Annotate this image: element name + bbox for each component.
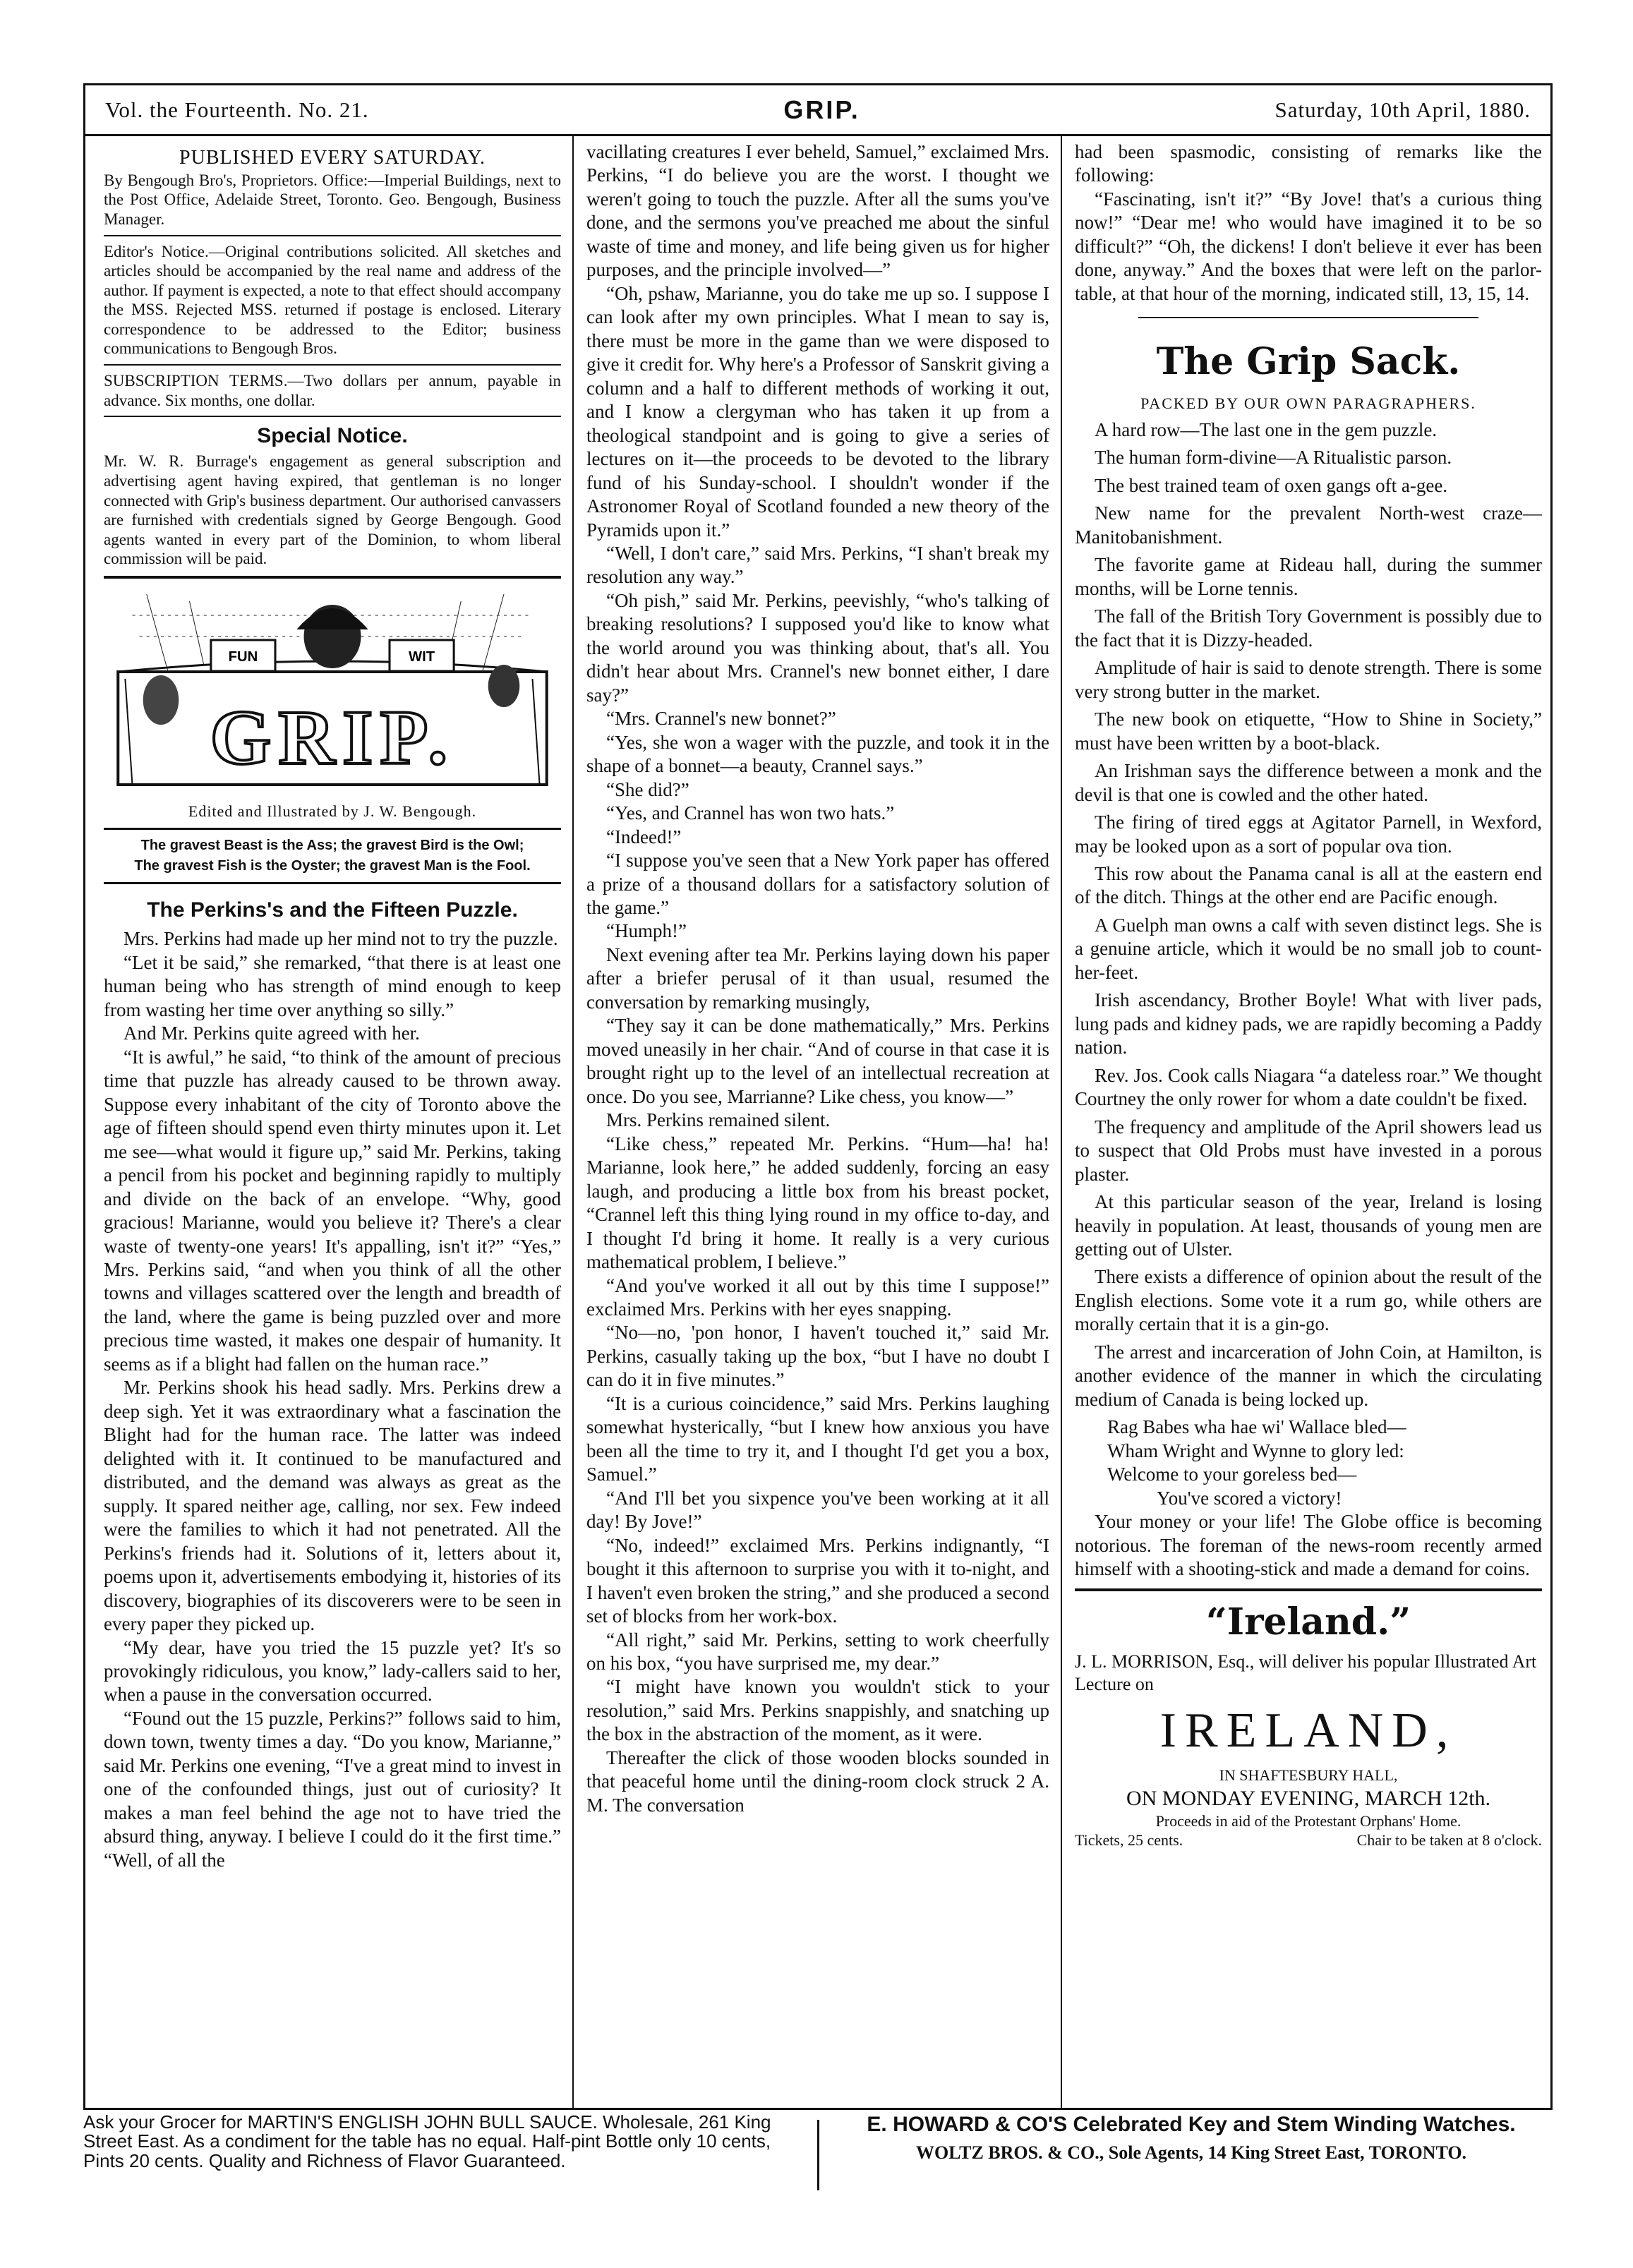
volume-number: Vol. the Fourteenth. No. 21. bbox=[105, 97, 369, 122]
grip-masthead-illustration bbox=[104, 587, 561, 799]
column-2 bbox=[572, 136, 1061, 2108]
verse-line: You've scored a victory! bbox=[1157, 1487, 1342, 1509]
grip-sack-title: The Grip Sack. bbox=[1156, 340, 1461, 384]
motto-line: The gravest Fish is the Oyster; the gravest Man is the Fool. bbox=[134, 858, 531, 874]
watch-ad-agents: WOLTZ BROS. & CO., Sole Agents, 14 King Street East, TORONTO. bbox=[915, 2142, 1467, 2163]
ad-proceeds: Proceeds in aid of the Protestant Orphans' Home. bbox=[1155, 1811, 1462, 1830]
paragraph-item: The firing of tired eggs at Agitator Parnell, in Wexford, may be looked upon as a sort of popular ova tion. bbox=[1075, 812, 1542, 857]
story-paragraph: Mrs. Perkins had made up her mind not to try the puzzle. bbox=[123, 928, 558, 950]
paragraph-item: Rev. Jos. Cook calls Niagara “a dateless roar.” We thought Courtney the only rower for whom a date couldn't be fixed. bbox=[1075, 1064, 1542, 1110]
divider bbox=[1075, 1588, 1542, 1591]
paragraph-item: There exists a difference of opinion about the result of the English elections. Some vote it a rum go, while others are morally certain that it is a gin-go. bbox=[1075, 1266, 1542, 1335]
divider bbox=[1138, 317, 1478, 318]
paragraph-item: The frequency and amplitude of the April showers lead us to suspect that Old Probs must have invested in a porous plaster. bbox=[1075, 1116, 1542, 1185]
watch-ad-headline: E. HOWARD & CO'S Celebrated Key and Stem Winding Watches. bbox=[867, 2113, 1516, 2136]
ad-intro: J. L. MORRISON, Esq., will deliver his popular Illustrated Art Lecture on bbox=[1075, 1651, 1537, 1695]
verse-line: Rag Babes wha hae wi' Wallace bled— bbox=[1107, 1416, 1406, 1438]
story-paragraph: Next evening after tea Mr. Perkins laying down his paper after a briefer perusal of it than usual, resumed the conversation by remarking musingly, bbox=[586, 943, 1049, 1013]
paragraph-item: At this particular season of the year, Ireland is losing heavily in population. At least, thousands of young men are getting out of Ulster. bbox=[1075, 1191, 1542, 1260]
watch-ad bbox=[831, 2113, 1551, 2164]
story-paragraph: “They say it can be done mathematically,” Mrs. Perkins moved uneasily in her chair. “And of course in that case it is brought right up to the level of an intellectual recreation at once. Do you see, Marrianne? Like chess, you know—” bbox=[586, 1015, 1049, 1107]
ad-bottom-row bbox=[1075, 1830, 1542, 1850]
paragraph-item: A hard row—The last one in the gem puzzle. bbox=[1095, 419, 1438, 441]
paragraph-item: Amplitude of hair is said to denote strength. There is some very strong butter in the market. bbox=[1075, 657, 1542, 702]
editor-credit: Edited and Illustrated by J. W. Bengough. bbox=[188, 802, 477, 820]
paragraph-item: New name for the prevalent North-west craze—Manitobanishment. bbox=[1075, 502, 1542, 548]
verse-line: Wham Wright and Wynne to glory led: bbox=[1107, 1440, 1404, 1461]
story-paragraph: “It is a curious coincidence,” said Mrs. Perkins laughing somewhat hysterically, “but I knew how anxious you have been all the time to try it, and I thought I'd get you a box, Samuel.” bbox=[586, 1392, 1049, 1485]
story-paragraph: vacillating creatures I ever beheld, Samuel,” exclaimed Mrs. Perkins, “I do believe you are the worst. I thought we weren't going to touch the puzzle. After all the sums you've done, and the sermons you've preached me about the sinful waste of time and money, and life being given us for higher purposes, and the principle involved—” bbox=[586, 141, 1049, 281]
footer-ads bbox=[83, 2113, 1553, 2197]
verse bbox=[1075, 1416, 1542, 1510]
illustration-svg bbox=[104, 587, 561, 799]
special-notice-text: Mr. W. R. Burrage's engagement as general subscription and advertising agent having expired, that gentleman is no longer connected with Grip's business department. Our authorised canvassers are furnished with credentials signed by George Bengough. Good agents wanted in every part of the Dominion, to whom liberal commission will be paid. bbox=[104, 452, 561, 568]
story-paragraph: “She did?” bbox=[606, 778, 689, 800]
paragraph-item: The arrest and incarceration of John Coin, at Hamilton, is another evidence of the manner in which the circulating medium of Canada is being locked up. bbox=[1075, 1341, 1542, 1410]
wit-sign: WIT bbox=[409, 649, 435, 665]
story-paragraph: Mrs. Perkins remained silent. bbox=[606, 1109, 831, 1131]
story-paragraph: “Yes, and Crannel has won two hats.” bbox=[606, 802, 895, 824]
ad-tickets: Tickets, 25 cents. bbox=[1075, 1831, 1183, 1850]
story-paragraph: “Oh pish,” said Mr. Perkins, peevishly, “who's talking of breaking resolutions? I supposed you'd like to know what the world around you was thinking about, that's all. You didn't hear about Mrs. Crannel's new bonnet either, I dare say?” bbox=[586, 589, 1049, 706]
editors-notice: Editor's Notice.—Original contributions solicited. All sketches and articles should be accompanied by the real name and address of the author. If payment is expected, a note to that effect should accompany the MSS. Rejected MSS. returned if postage is enclosed. Literary correspondence to be addressed to the Editor; business communications to Bengough Bros. bbox=[104, 242, 561, 358]
story-paragraph: “Fascinating, isn't it?” “By Jove! that's a curious thing now!” “Dear me! who would have imagined it to be so difficult?” “Oh, the dickens! I don't believe it ever has been done, anyway.” And the boxes that were left on the parlor-table, at that hour of the morning, indicated still, 13, 15, 14. bbox=[1075, 188, 1542, 304]
story-paragraph: “No, indeed!” exclaimed Mrs. Perkins indignantly, “I bought it this afternoon to surprise you with it to-night, and I haven't even broken the string,” and she produced a second set of blocks from her work-box. bbox=[586, 1534, 1049, 1627]
ireland-lecture-ad bbox=[1075, 1600, 1542, 1850]
story-paragraph: “Humph!” bbox=[606, 920, 687, 942]
special-notice-title: Special Notice. bbox=[257, 424, 408, 448]
story-paragraph: Mr. Perkins shook his head sadly. Mrs. Perkins drew a deep sigh. Yet it was extraordinary what a fascination the Blight had for the human race. The latter was indeed delighted with it. It continued to be manufactured and distributed, and the demand was always as great as the supply. It spared neither age, calling, nor sex. Few indeed were the families to which it had not penetrated. All the Perkins's friends had it. Solutions of it, letters about it, poems upon it, advertisements embodying it, histories of its discovery, biographies of its discoverers were to be seen in every paper they picked up. bbox=[104, 1377, 561, 1635]
story-paragraph: “Mrs. Crannel's new bonnet?” bbox=[606, 708, 836, 730]
divider bbox=[104, 235, 561, 236]
divider bbox=[104, 364, 561, 366]
story-paragraph: “And I'll bet you sixpence you've been working at it all day! By Jove!” bbox=[586, 1487, 1049, 1533]
story-paragraph: “Like chess,” repeated Mr. Perkins. “Hum—ha! ha! Marianne, look here,” he added suddenly, forcing an easy laugh, and producing a little box from his breast pocket, “Crannel left this thing lying round in my office to-day, and I thought I'd bring it home. It really is a very curious mathematical problem, I believe.” bbox=[586, 1133, 1049, 1273]
story-title: The Perkins's and the Fifteen Puzzle. bbox=[147, 898, 518, 922]
divider bbox=[104, 416, 561, 417]
motto-line: The gravest Beast is the Ass; the gravest Bird is the Owl; bbox=[140, 838, 524, 854]
ad-venue: IN SHAFTESBURY HALL, bbox=[1219, 1766, 1398, 1785]
story-paragraph: “I might have known you wouldn't stick to your resolution,” said Mrs. Perkins snappishly, and snatching up the box in the abstraction of the moment, as it were. bbox=[586, 1676, 1049, 1745]
paragraph-item: The favorite game at Rideau hall, during the summer months, will be Lorne tennis. bbox=[1075, 554, 1542, 599]
paragraph-item: The new book on etiquette, “How to Shine in Society,” must have been written by a boot-black. bbox=[1075, 708, 1542, 754]
ad-chair: Chair to be taken at 8 o'clock. bbox=[1356, 1831, 1542, 1850]
sauce-ad: Ask your Grocer for MARTIN'S ENGLISH JOHN BULL SAUCE. Wholesale, 261 King Street East. As a condiment for the table has no equal. Half-pint Bottle only 10 cents, Pints 20 cents. Quality and Richness of Flavor Guaranteed. bbox=[83, 2111, 771, 2171]
story-paragraph: “Well, I don't care,” said Mrs. Perkins, “I shan't break my resolution any way.” bbox=[586, 542, 1049, 588]
story-paragraph: “Oh, pshaw, Marianne, you do take me up so. I suppose I can look after my own principles. What I mean to say is, there must be more in the game than we were disposed to give it credit for. Why here's a Professor of Sanskrit giving a column and a half to different methods of working it out, and I know a clergyman who has taken it up from a theological standpoint and is going to give a series of lectures on it—the proceeds to be devoted to the library fund of his Sunday-school. I shouldn't wonder if the Astronomer Royal of Scotland founded a new theory of the Pyramids upon it.” bbox=[586, 282, 1049, 541]
paragraph-item: Your money or your life! The Globe office is becoming notorious. The foreman of the news-room recently armed himself with a shooting-stick and made a demand for coins. bbox=[1075, 1511, 1542, 1580]
proprietors-info: By Bengough Bro's, Proprietors. Office:—Imperial Buildings, next to the Post Office, Adelaide Street, Toronto. Geo. Bengough, Business Manager. bbox=[104, 171, 561, 228]
story-paragraph: Thereafter the click of those wooden blocks sounded in that peaceful home until the dining-room clock struck 2 A. M. The conversation bbox=[586, 1747, 1049, 1816]
subscription-terms: SUBSCRIPTION TERMS.—Two dollars per annum, payable in advance. Six months, one dollar. bbox=[104, 372, 561, 409]
masthead bbox=[85, 85, 1550, 136]
column-3 bbox=[1061, 136, 1555, 2108]
verse-line: Welcome to your goreless bed— bbox=[1107, 1464, 1357, 1485]
story-paragraph: “And you've worked it all out by this time I suppose!” exclaimed Mrs. Perkins with her eyes snapping. bbox=[586, 1274, 1049, 1320]
divider bbox=[104, 576, 561, 579]
fun-sign: FUN bbox=[228, 649, 258, 665]
story-paragraph: “Found out the 15 puzzle, Perkins?” follows said to him, down town, twenty times a day. “Do you know, Marianne,” said Mr. Perkins one evening, “I've a great mind to invest in one of the confounded things, just out of curiosity? It makes a man feel behind the age not to have tried the absurd thing, anyway. I believe I could do it the first time.” “Well, of all the bbox=[104, 1707, 561, 1871]
paragraph-item: This row about the Panama canal is all at the eastern end of the ditch. Things at the other end are Pacific enough. bbox=[1075, 862, 1542, 908]
published-heading: PUBLISHED EVERY SATURDAY. bbox=[179, 147, 486, 169]
paragraph-item: Irish ascendancy, Brother Boyle! What with liver pads, lung pads and kidney pads, we are rapidly becoming a Paddy nation. bbox=[1075, 989, 1542, 1058]
newspaper-page bbox=[83, 83, 1553, 2110]
story-paragraph: “My dear, have you tried the 15 puzzle yet? It's so provokingly ridiculous, you know,” lady-callers said to her, when a pause in the conversation occurred. bbox=[104, 1636, 561, 1706]
paragraph-item: The best trained team of oxen gangs oft a-gee. bbox=[1095, 474, 1448, 496]
story-paragraph: “Yes, she won a wager with the puzzle, and took it in the shape of a bonnet—a beauty, Crannel says.” bbox=[586, 731, 1049, 777]
grip-title-art: GRIP. bbox=[210, 694, 455, 780]
ad-headline: IRELAND, bbox=[1159, 1703, 1457, 1758]
paper-title: GRIP. bbox=[783, 95, 860, 124]
story-paragraph: had been spasmodic, consisting of remarks like the following: bbox=[1075, 141, 1542, 186]
paragraph-item: The human form-divine—A Ritualistic parson. bbox=[1095, 447, 1452, 469]
story-paragraph: “Let it be said,” she remarked, “that there is at least one human being who has strength of mind enough to keep from wasting her time over anything so silly.” bbox=[104, 951, 561, 1020]
paragraph-item: An Irishman says the difference between a monk and the devil is that one is cowled and the other hated. bbox=[1075, 760, 1542, 805]
ad-date: ON MONDAY EVENING, MARCH 12th. bbox=[1126, 1786, 1491, 1810]
motto-box bbox=[104, 828, 561, 884]
story-paragraph: “All right,” said Mr. Perkins, setting to work cheerfully on his box, “you have surprised me, my dear.” bbox=[586, 1629, 1049, 1674]
ad-title: “Ireland.” bbox=[1205, 1600, 1411, 1643]
story-paragraph: “I suppose you've seen that a New York paper has offered a prize of a thousand dollars for a satisfactory solution of the game.” bbox=[586, 850, 1049, 918]
story-paragraph: “No—no, 'pon honor, I haven't touched it,” said Mr. Perkins, casually taking up the box, “but I have no doubt I can do it in five minutes.” bbox=[586, 1322, 1049, 1391]
story-paragraph: And Mr. Perkins quite agreed with her. bbox=[123, 1023, 420, 1044]
paragraph-item: A Guelph man owns a calf with seven distinct legs. She is a genuine article, which it would be no small job to count-her-feet. bbox=[1075, 914, 1542, 983]
issue-date: Saturday, 10th April, 1880. bbox=[1275, 97, 1531, 122]
paragraph-item: The fall of the British Tory Government is possibly due to the fact that it is Dizzy-headed. bbox=[1075, 605, 1542, 651]
story-paragraph: “Indeed!” bbox=[606, 826, 682, 848]
footer-divider bbox=[817, 2120, 819, 2190]
column-1 bbox=[85, 136, 572, 2108]
story-paragraph: “It is awful,” he said, “to think of the amount of precious time that puzzle has already caused to be thrown away. Suppose every inhabitant of the city of Toronto above the age of fifteen should spend even thirty minutes upon it. Let me see—what would it figure up,” said Mr. Perkins, taking a pencil from his pocket and beginning rapidly to multiply and divide on the back of an envelope. “Why, good gracious! Marianne, would you believe it? There's a clear waste of twenty-one years! It's appalling, isn't it?” “Yes,” Mrs. Perkins said, “and when you think of all the other towns and villages scattered over the length and breadth of the land, where the game is being puzzled over and more precious time wasted, it makes one despair of humanity. It seems as if a blight had fallen on the human race.” bbox=[104, 1046, 561, 1375]
grip-sack-subtitle: PACKED BY OUR OWN PARAGRAPHERS. bbox=[1140, 394, 1476, 412]
